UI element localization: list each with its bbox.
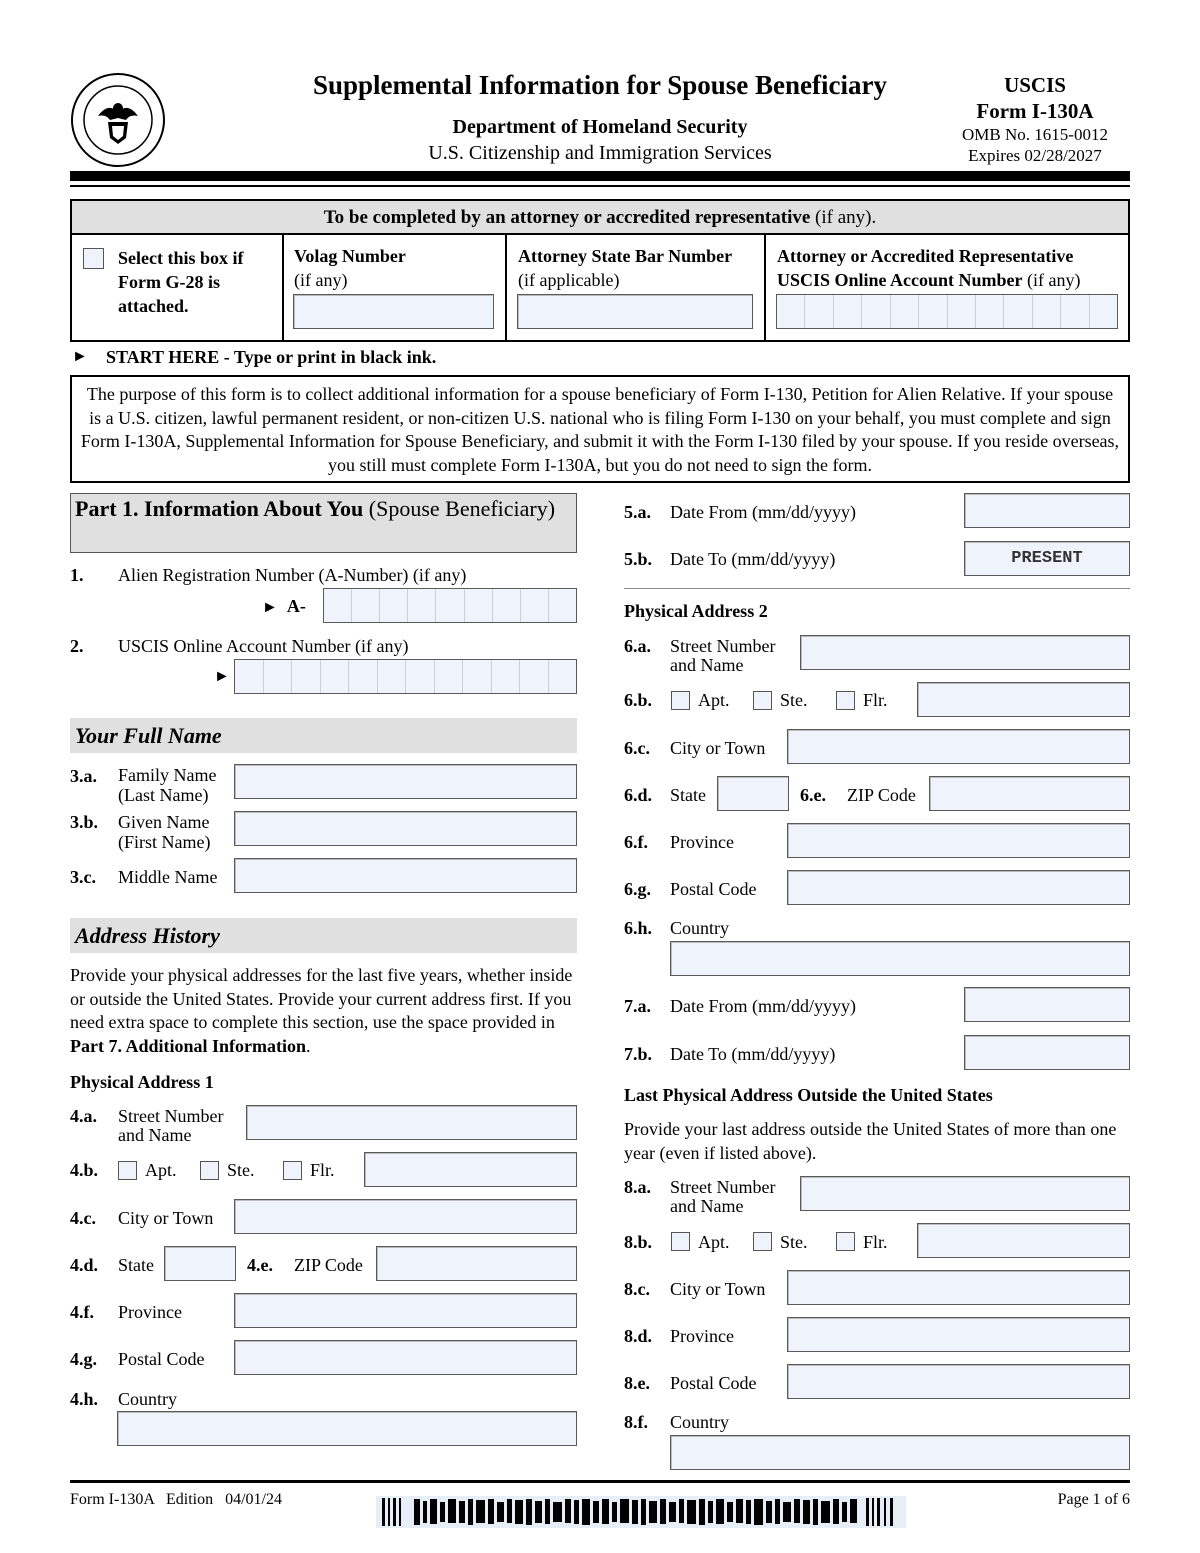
given-name-input[interactable] [234, 811, 577, 846]
attorney-divider-2 [505, 235, 507, 342]
attorney-heading-rest: (if any). [810, 207, 877, 228]
volag-sub: (if any) [294, 270, 348, 290]
q6b-number: 6.b. [624, 690, 653, 710]
full-name-heading: Your Full Name [70, 718, 577, 753]
q8a-number: 8.a. [624, 1177, 651, 1197]
address-history-heading: Address History [70, 918, 577, 953]
a-number-input[interactable] [323, 588, 577, 623]
pa2-date-to-input[interactable] [964, 1035, 1130, 1070]
q7a-label: Date From (mm/dd/yyyy) [670, 996, 856, 1016]
q6f-number: 6.f. [624, 832, 648, 852]
q6f-label: Province [670, 832, 734, 852]
q4a-label-1: Street Number [118, 1106, 224, 1126]
dhs-seal-icon [70, 72, 166, 168]
dept-name: Department of Homeland Security [452, 116, 748, 138]
pa1-city-input[interactable] [234, 1199, 577, 1234]
uscis-account-input[interactable] [234, 659, 577, 694]
attorney-divider-3 [764, 235, 766, 342]
q1-label: Alien Registration Number (A-Number) (if any) [118, 565, 467, 585]
q8c-label: City or Town [670, 1279, 766, 1299]
q3b-label-1: Given Name [118, 812, 210, 832]
pa1-state-input[interactable] [164, 1246, 236, 1281]
bar-number-input[interactable] [517, 294, 753, 329]
pa2-country-input[interactable] [670, 941, 1130, 976]
q1-number: 1. [70, 565, 84, 585]
q3c-number: 3.c. [70, 867, 96, 887]
pa2-flr-label: Flr. [863, 690, 888, 710]
part1-heading [70, 493, 577, 553]
outside-city-input[interactable] [787, 1270, 1130, 1305]
pa1-flr-label: Flr. [310, 1160, 335, 1180]
address-intro-text: Provide your physical addresses for the last five years, whether inside or outside the United States. Provide your current address first. If you need extra space to complete this section, use the space provided in [70, 965, 573, 1032]
pa1-street-input[interactable] [246, 1105, 577, 1140]
right-divider [624, 588, 1130, 589]
start-here: START HERE - Type or print in black ink. [106, 347, 437, 367]
uscis-label: USCIS [1004, 73, 1066, 97]
form-number: Form I-130A [976, 99, 1094, 123]
q8f-label: Country [670, 1412, 730, 1432]
q6g-label: Postal Code [670, 879, 757, 899]
header-rule-thick [70, 171, 1130, 181]
q2-label: USCIS Online Account Number (if any) [118, 636, 409, 656]
q5a-label: Date From (mm/dd/yyyy) [670, 502, 856, 522]
header-rule-thin [70, 185, 1130, 187]
pa2-ste-checkbox[interactable] [753, 691, 772, 710]
footer-page-number: Page 1 of 6 [1057, 1491, 1130, 1508]
part1-title-bold: Part 1. Information About You [75, 496, 364, 521]
q3a-label-2: (Last Name) [118, 785, 209, 805]
footer-edition: Form I-130A Edition 04/01/24 [70, 1491, 282, 1508]
q4e-label: ZIP Code [294, 1255, 363, 1275]
q8e-label: Postal Code [670, 1373, 757, 1393]
volag-number-input[interactable] [293, 294, 494, 329]
bar-number-label: Attorney State Bar Number [518, 246, 733, 266]
q6a-number: 6.a. [624, 636, 651, 656]
uscis-account-arrow: ► [214, 668, 230, 685]
q5b-label: Date To (mm/dd/yyyy) [670, 549, 836, 569]
outside-street-input[interactable] [800, 1176, 1130, 1211]
g28-label: Select this box if Form G-28 is attached. [118, 248, 244, 316]
outside-apt-checkbox[interactable] [671, 1232, 690, 1251]
q4f-label: Province [118, 1302, 182, 1322]
q5a-number: 5.a. [624, 502, 651, 522]
q4g-label: Postal Code [118, 1349, 205, 1369]
q4c-number: 4.c. [70, 1208, 96, 1228]
barcode [376, 1496, 906, 1528]
last-outside-intro: Provide your last address outside the United States of more than one year (even if listed above). [624, 1119, 1117, 1163]
purpose-text: The purpose of this form is to collect additional information for a spouse beneficiary of Form I-130, Petition for Alien Relative. If your spouse is a U.S. citizen, lawful permanent resident, or non-citizen U.S. national who is filing Form I-130 on your behalf, you must complete and sign Form I-130A, Supplemental Information for Spouse Beneficiary, and submit it with the Form I-130 filed by your spouse. If you reside overseas, you still must complete Form I-130A, but you do not need to sign the form. [80, 384, 1120, 475]
bar-number-sub: (if applicable) [518, 270, 620, 290]
part1-title-rest: (Spouse Beneficiary) [363, 496, 556, 521]
pa1-unit-input[interactable] [364, 1152, 577, 1187]
pa1-ste-checkbox[interactable] [200, 1161, 219, 1180]
pa1-apt-checkbox[interactable] [118, 1161, 137, 1180]
expiration-date: Expires 02/28/2027 [968, 146, 1102, 165]
outside-unit-input[interactable] [917, 1223, 1130, 1258]
q4f-number: 4.f. [70, 1302, 94, 1322]
q6a-label-1: Street Number [670, 636, 776, 656]
pa2-apt-checkbox[interactable] [671, 691, 690, 710]
q6e-number: 6.e. [800, 785, 826, 805]
q4d-label: State [118, 1255, 154, 1275]
q4e-number: 4.e. [247, 1255, 273, 1275]
q6d-number: 6.d. [624, 785, 653, 805]
q7b-label: Date To (mm/dd/yyyy) [670, 1044, 836, 1064]
pa1-flr-checkbox[interactable] [283, 1161, 302, 1180]
physical-address-2-heading: Physical Address 2 [624, 601, 768, 621]
pa2-city-input[interactable] [787, 729, 1130, 764]
q5b-number: 5.b. [624, 549, 653, 569]
pa1-country-input[interactable] [117, 1411, 577, 1446]
pa2-date-from-input[interactable] [964, 987, 1130, 1022]
a-number-prefix [262, 596, 306, 618]
q4d-number: 4.d. [70, 1255, 99, 1275]
outside-ste-label: Ste. [780, 1232, 808, 1252]
pa2-province-input[interactable] [787, 823, 1130, 858]
q4b-number: 4.b. [70, 1160, 99, 1180]
agency-name: U.S. Citizenship and Immigration Services [428, 142, 772, 164]
q3a-number: 3.a. [70, 766, 97, 786]
q6c-label: City or Town [670, 738, 766, 758]
address-intro [70, 964, 577, 1058]
pa2-zip-input[interactable] [929, 776, 1130, 811]
family-name-input[interactable] [234, 764, 577, 799]
q8a-label-2: and Name [670, 1196, 744, 1216]
q6a-label-2: and Name [670, 655, 744, 675]
footer-rule [70, 1480, 1130, 1483]
pa1-date-to-present [964, 541, 1130, 576]
q8d-label: Province [670, 1326, 734, 1346]
outside-apt-label: Apt. [698, 1232, 730, 1252]
pa2-unit-input[interactable] [917, 682, 1130, 717]
last-outside-heading: Last Physical Address Outside the United States [624, 1085, 993, 1105]
a-number-prefix-text: A- [286, 596, 306, 616]
address-intro-end: . [306, 1035, 311, 1056]
q4a-label-2: and Name [118, 1125, 192, 1145]
attorney-account-label-2-bold: USCIS Online Account Number [777, 270, 1023, 290]
address-intro-bold: Part 7. Additional Information [70, 1035, 307, 1056]
omb-number: OMB No. 1615-0012 [962, 125, 1108, 144]
q2-number: 2. [70, 636, 84, 656]
pa2-ste-label: Ste. [780, 690, 808, 710]
a-number-arrow: ► [262, 599, 278, 616]
q8c-number: 8.c. [624, 1279, 650, 1299]
pa1-postal-input[interactable] [234, 1340, 577, 1375]
attorney-account-sub: (if any) [1022, 270, 1081, 290]
q4h-number: 4.h. [70, 1389, 99, 1409]
q6g-number: 6.g. [624, 879, 651, 899]
q3b-label-2: (First Name) [118, 832, 211, 852]
q3a-label-1: Family Name [118, 765, 217, 785]
q7b-number: 7.b. [624, 1044, 653, 1064]
q6h-label: Country [670, 918, 730, 938]
outside-country-input[interactable] [670, 1435, 1130, 1470]
q8b-number: 8.b. [624, 1232, 653, 1252]
q4h-label: Country [118, 1389, 178, 1409]
q6e-label: ZIP Code [847, 785, 916, 805]
q8f-number: 8.f. [624, 1412, 648, 1432]
attorney-heading-bold: To be completed by an attorney or accredited representative [323, 207, 811, 228]
attorney-account-label-2 [777, 270, 1081, 290]
start-here-arrow: ► [72, 348, 88, 365]
q4a-number: 4.a. [70, 1106, 97, 1126]
pa2-street-input[interactable] [800, 635, 1130, 670]
q7a-number: 7.a. [624, 996, 651, 1016]
physical-address-1-heading: Physical Address 1 [70, 1072, 214, 1092]
pa2-postal-input[interactable] [787, 870, 1130, 905]
pa1-apt-label: Apt. [145, 1160, 177, 1180]
outside-postal-input[interactable] [787, 1364, 1130, 1399]
attorney-account-label-1: Attorney or Accredited Representative [777, 246, 1074, 266]
q6d-label: State [670, 785, 706, 805]
barcode-graphic [376, 1496, 906, 1528]
q4g-number: 4.g. [70, 1349, 97, 1369]
attorney-divider-1 [282, 235, 284, 342]
outside-flr-checkbox[interactable] [836, 1232, 855, 1251]
attorney-account-input[interactable] [776, 294, 1118, 329]
attorney-heading [72, 201, 1128, 235]
q3c-label: Middle Name [118, 867, 218, 887]
q8e-number: 8.e. [624, 1373, 650, 1393]
present-text: PRESENT [1011, 549, 1083, 568]
q6h-number: 6.h. [624, 918, 653, 938]
pa1-ste-label: Ste. [227, 1160, 255, 1180]
pa2-state-input[interactable] [717, 776, 789, 811]
purpose-box [70, 375, 1130, 483]
volag-label: Volag Number [294, 246, 406, 266]
q3b-number: 3.b. [70, 812, 99, 832]
pa1-date-from-input[interactable] [964, 493, 1130, 528]
pa1-zip-input[interactable] [376, 1246, 577, 1281]
outside-province-input[interactable] [787, 1317, 1130, 1352]
outside-ste-checkbox[interactable] [753, 1232, 772, 1251]
middle-name-input[interactable] [234, 858, 577, 893]
pa2-apt-label: Apt. [698, 690, 730, 710]
q6c-number: 6.c. [624, 738, 650, 758]
dhs-seal [70, 72, 166, 168]
outside-flr-label: Flr. [863, 1232, 888, 1252]
q4c-label: City or Town [118, 1208, 214, 1228]
pa2-flr-checkbox[interactable] [836, 691, 855, 710]
pa1-province-input[interactable] [234, 1293, 577, 1328]
q8a-label-1: Street Number [670, 1177, 776, 1197]
g28-checkbox[interactable] [83, 248, 104, 269]
form-title: Supplemental Information for Spouse Beneficiary [312, 70, 887, 100]
q8d-number: 8.d. [624, 1326, 653, 1346]
